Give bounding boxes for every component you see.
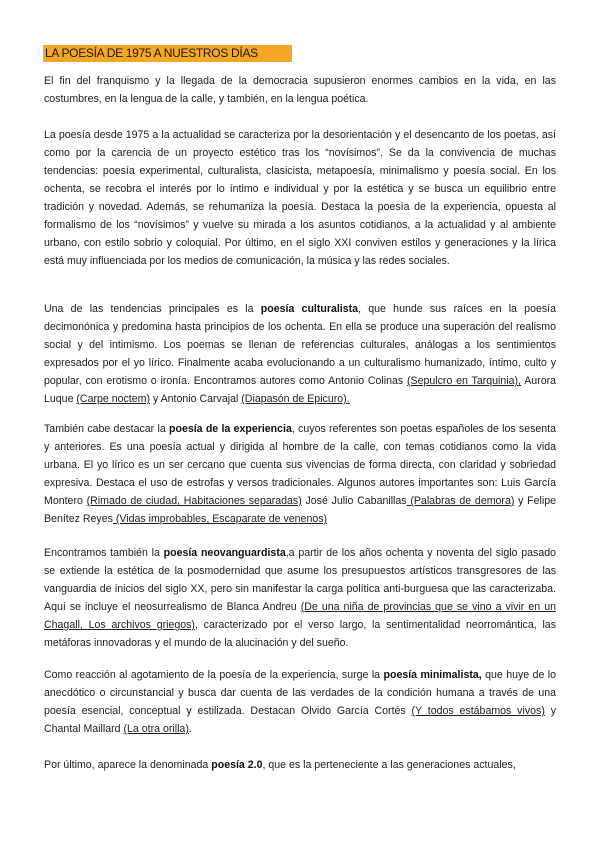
work-title: (La otra orilla)	[123, 723, 189, 735]
paragraph-minimalista	[44, 666, 556, 738]
text: José Julio Cabanillas	[301, 495, 407, 507]
paragraph-intro-text: El fin del franquismo y la llegada de la democracia supusieron enormes cambios en la vida, en las costumbres, en la lengua de la calle, y también, en la lengua poética.	[44, 75, 556, 105]
term-poesia-experiencia: poesía de la experiencia	[169, 423, 292, 435]
paragraph-neovanguardista	[44, 544, 556, 652]
paragraph-culturalista	[44, 300, 556, 408]
work-title: (Carpe noctem)	[76, 393, 150, 405]
text: Encontramos también la	[44, 547, 164, 559]
text: , que hunde sus raíces en la poesía decimonónica y predomina hasta principios de los ochenta. En ella se produce una superación del realismo social y del intimismo. Los poemas se llenan de referencias culturales, análogas a los sentimientos expresados por el yo lírico. Finalmente acaba evolucionando a un culturalismo humanizado, íntimo, culto y popular, con erotismo o ironía. Encontramos autores como Antonio Colinas	[44, 303, 556, 387]
text: y Felipe Benítez Reyes	[44, 495, 557, 525]
text: que huye de lo anecdótico o circunstancial y busca dar cuenta de las verdades de la condición humana a través de una poesía esencial, conceptual y estilizada. Destacan Olvido García Cortés	[44, 669, 557, 717]
text: , que es la perteneciente a las generaciones actuales,	[262, 759, 516, 771]
work-title: (Sepulcro en Tarquinia),	[407, 375, 521, 387]
term-poesia-culturalista: poesía culturalista	[260, 303, 359, 315]
term-poesia-minimalista: poesía minimalista,	[383, 669, 482, 681]
paragraph-overview	[44, 126, 556, 270]
term-poesia-2-0: poesía 2.0	[211, 759, 263, 771]
text: Por último, aparece la denominada	[44, 759, 212, 771]
text: y Chantal Maillard	[44, 705, 556, 735]
paragraph-experiencia	[44, 420, 556, 528]
text: y Antonio Carvajal	[150, 393, 242, 405]
page-title: LA POESÍA DE 1975 A NUESTROS DÍAS	[43, 45, 292, 62]
text: .	[188, 723, 192, 735]
text: Una de las tendencias principales es la	[44, 303, 261, 315]
text: Como reacción al agotamiento de la poesía de la experiencia, surge la	[44, 669, 384, 681]
paragraph-intro	[44, 72, 556, 108]
text: , caracterizado por el verso largo, la sentimentalidad neorromántica, las metáforas innovadoras y el mundo de la alucinación y del sueño.	[44, 619, 557, 649]
work-title: (Palabras de demora)	[406, 495, 515, 507]
work-title: (Rimado de ciudad, Habitaciones separadas)	[86, 495, 302, 507]
text: También cabe destacar la	[44, 423, 169, 435]
paragraph-overview-text: La poesía desde 1975 a la actualidad se caracteriza por la desorientación y el desencanto de los poetas, así como por la carencia de un proyecto estético tras los “novísimos”. Se da la convivencia de muchas tendencias: poesía experimental, culturalista, clasicista, metapoesía, minimalismo y poesía social. En los ochenta, se recobra el interés por lo íntimo e individual y por la estética y se busca un equilibrio entre tradición y novedad. Además, se rehumaniza la poesía. Destaca la poesía de la experiencia, opuesta al formalismo de los “novísimos” y vuelve su mirada a los asuntos cotidianos, a la actualidad y al ambiente urbano, con estilo sobrio y coloquial. Por último, en el siglo XXI conviven estilos y generaciones y la lírica está muy influenciada por los medios de comunicación, la música y las redes sociales.	[44, 129, 556, 267]
text: ,a partir de los años ochenta y noventa del siglo pasado se extiende la estética de la posmodernidad que asume los presupuestos artísticos transgresores de las vanguardia de inicios del siglo XX, pero sin manifestar la carga política anti-burguesa que las caracterizaba. Aquí se incluye el neosurrealismo de Blanca Andreu	[44, 547, 556, 613]
work-title: (Vidas improbables, Escaparate de venenos)	[112, 513, 328, 525]
work-title: (Diapasón de Epicuro).	[241, 393, 350, 405]
text: Aurora Luque	[44, 375, 557, 405]
paragraph-poesia-2-0	[44, 756, 556, 774]
text: , cuyos referentes son poetas españoles de los sesenta y anteriores. Es una poesía actual y dirigida al hombre de la calle, con temas cotidianos como la vida urbana. El yo lírico es un ser cercano que cuenta sus vivencias de forma directa, con claridad y sobriedad expresiva. Destaca el uso de estrofas y versos tradicionales. Algunos autores importantes son: Luis García Montero	[44, 423, 557, 507]
term-poesia-neovanguardista: poesía neovanguardista	[163, 547, 286, 559]
work-title: (Y todos estábamos vivos)	[411, 705, 545, 717]
work-title: (De una niña de provincias que se vino a vivir en un Chagall, Los archivos griegos)	[44, 601, 556, 631]
